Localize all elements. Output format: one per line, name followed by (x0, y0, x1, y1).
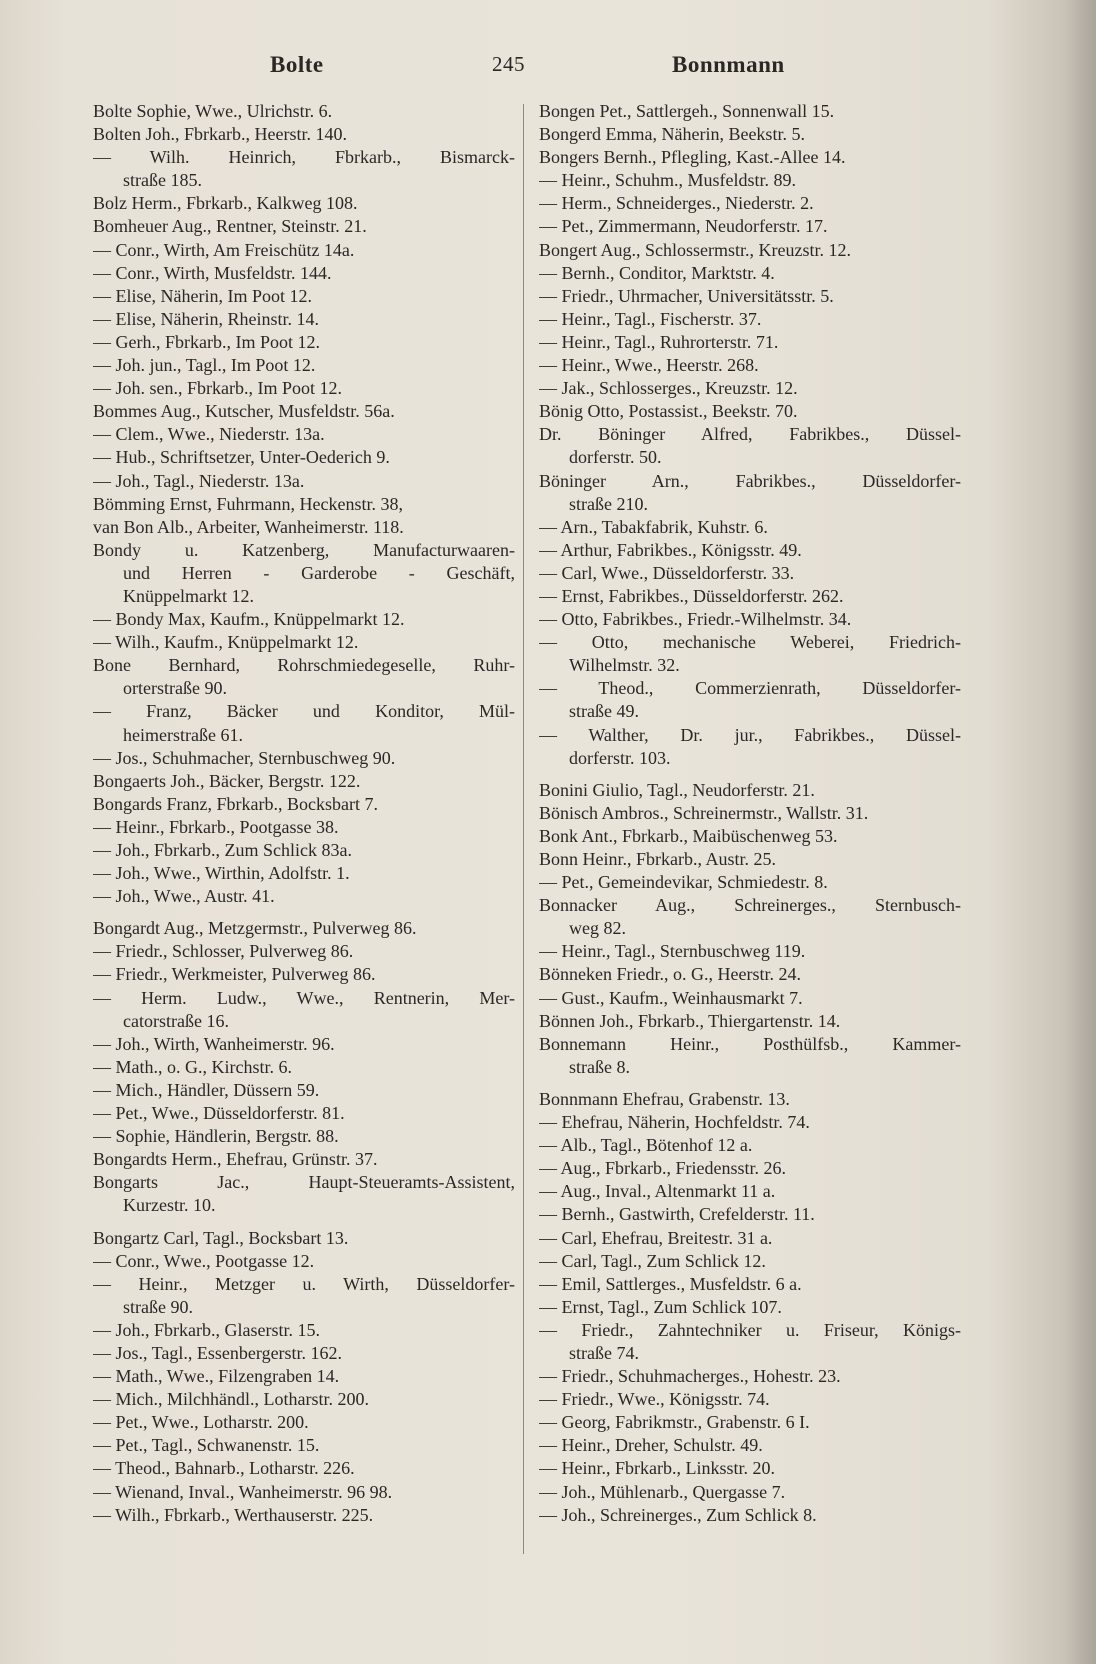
directory-entry: — Gerh., Fbrkarb., Im Poot 12. (93, 331, 320, 352)
directory-entry: — Heinr., Schuhm., Musfeldstr. 89. (539, 170, 796, 191)
directory-entry: Bongards Franz, Fbrkarb., Bocksbart 7. (93, 793, 378, 814)
directory-entry: Bongaerts Joh., Bäcker, Bergstr. 122. (93, 770, 361, 791)
directory-entry: — Joh., Fbrkarb., Zum Schlick 83a. (93, 840, 352, 860)
directory-entry: van Bon Alb., Arbeiter, Wanheimerstr. 118. (93, 516, 404, 537)
directory-entry: — Jos., Schuhmacher, Sternbuschweg 90. (93, 747, 396, 768)
directory-entry: — Joh., Wwe., Wirthin, Adolfstr. 1. (93, 863, 350, 884)
directory-entry: — Joh., Wwe., Austr. 41. (93, 886, 275, 907)
directory-entry: — Wienand, Inval., Wanheimerstr. 96 98. (93, 1481, 393, 1502)
directory-entry: — Math., Wwe., Filzengraben 14. (93, 1366, 340, 1387)
right-column-entries (539, 100, 961, 1527)
directory-entry: — Clem., Wwe., Niederstr. 13a. (93, 424, 325, 445)
directory-entry: Bonnacker Aug., Schreinerges., Sternbusch- (539, 895, 961, 916)
directory-entry-continuation: Knüppelmarkt 12. (123, 585, 254, 606)
directory-entry-continuation: catorstraße 16. (123, 1010, 229, 1031)
directory-entry: — Pet., Gemeindevikar, Schmiedestr. 8. (539, 872, 828, 893)
directory-entry: Bongert Aug., Schlossermstr., Kreuzstr. 12. (539, 239, 851, 260)
directory-entry: Dr. Böninger Alfred, Fabrikbes., Düssel- (539, 424, 961, 445)
directory-entry: — Franz, Bäcker und Konditor, Mül- (93, 701, 515, 722)
directory-entry: Bömming Ernst, Fuhrmann, Heckenstr. 38, (93, 493, 403, 514)
directory-entry: — Pet., Wwe., Lotharstr. 200. (93, 1412, 309, 1433)
directory-entry: — Friedr., Schuhmacherges., Hohestr. 23. (539, 1366, 841, 1387)
directory-entry: — Wilh. Heinrich, Fbrkarb., Bismarck- (93, 147, 515, 168)
directory-entry: — Bernh., Conditor, Marktstr. 4. (539, 262, 775, 283)
directory-entry: Bönnen Joh., Fbrkarb., Thiergartenstr. 14. (539, 1010, 841, 1031)
directory-entry: — Joh., Wirth, Wanheimerstr. 96. (93, 1033, 335, 1054)
directory-entry: — Georg, Fabrikmstr., Grabenstr. 6 I. (539, 1412, 810, 1433)
directory-entry: — Joh. sen., Fbrkarb., Im Poot 12. (93, 378, 342, 399)
directory-entry: Bönneken Friedr., o. G., Heerstr. 24. (539, 964, 801, 985)
directory-entry: — Ehefrau, Näherin, Hochfeldstr. 74. (539, 1112, 810, 1133)
directory-entry-continuation: straße 185. (123, 170, 202, 191)
directory-entry: Bone Bernhard, Rohrschmiedegeselle, Ruhr- (93, 655, 515, 676)
directory-entry: Bondy u. Katzenberg, Manufacturwaaren- (93, 539, 515, 560)
directory-entry: — Heinr., Tagl., Sternbuschweg 119. (539, 941, 806, 962)
directory-entry: — Joh., Fbrkarb., Glaserstr. 15. (93, 1319, 320, 1340)
directory-entry: Bonnemann Heinr., Posthülfsb., Kammer- (539, 1033, 961, 1054)
directory-entry: Bolz Herm., Fbrkarb., Kalkweg 108. (93, 193, 358, 214)
directory-entry: — Pet., Wwe., Düsseldorferstr. 81. (93, 1103, 345, 1124)
running-header (0, 52, 1096, 88)
directory-entry: — Carl, Ehefrau, Breitestr. 31 a. (539, 1227, 773, 1248)
directory-entry: — Mich., Händler, Düssern 59. (93, 1079, 320, 1100)
directory-entry: — Wilh., Kaufm., Knüppelmarkt 12. (93, 632, 359, 653)
directory-entry-continuation: straße 90. (123, 1296, 193, 1317)
directory-entry: Böninger Arn., Fabrikbes., Düsseldorfer- (539, 470, 961, 491)
directory-entry: — Heinr., Tagl., Ruhrorterstr. 71. (539, 331, 779, 352)
page-number: 245 (492, 52, 525, 76)
directory-entry: — Math., o. G., Kirchstr. 6. (93, 1056, 292, 1077)
directory-entry: Bongen Pet., Sattlergeh., Sonnenwall 15. (539, 101, 835, 121)
directory-entry: — Bernh., Gastwirth, Crefelderstr. 11. (539, 1204, 815, 1225)
directory-entry: Bongardts Herm., Ehefrau, Grünstr. 37. (93, 1149, 378, 1170)
directory-entry: — Theod., Commerzienrath, Düsseldorfer- (539, 678, 961, 699)
directory-entry: Bongarts Jac., Haupt-Steueramts-Assistent, (93, 1172, 515, 1193)
directory-entry: — Arthur, Fabrikbes., Königsstr. 49. (539, 539, 802, 560)
directory-entry: — Heinr., Fbrkarb., Pootgasse 38. (93, 816, 339, 837)
directory-entry-continuation: und Herren - Garderobe - Geschäft, (123, 562, 515, 583)
directory-entry: Bomheuer Aug., Rentner, Steinstr. 21. (93, 216, 367, 237)
directory-entry: Bongerd Emma, Näherin, Beekstr. 5. (539, 124, 805, 145)
directory-entry: — Joh., Mühlenarb., Quergasse 7. (539, 1481, 786, 1502)
directory-entry: — Heinr., Fbrkarb., Linksstr. 20. (539, 1458, 775, 1479)
directory-entry: — Heinr., Wwe., Heerstr. 268. (539, 355, 759, 376)
directory-entry: Bommes Aug., Kutscher, Musfeldstr. 56a. (93, 401, 395, 422)
directory-entry: — Jak., Schlosserges., Kreuzstr. 12. (539, 378, 798, 399)
directory-entry: — Joh. jun., Tagl., Im Poot 12. (93, 355, 316, 376)
directory-entry: Bonk Ant., Fbrkarb., Maibüschenweg 53. (539, 825, 838, 846)
directory-entry: — Friedr., Wwe., Königsstr. 74. (539, 1389, 770, 1410)
directory-entry: Bongers Bernh., Pflegling, Kast.-Allee 14. (539, 147, 846, 168)
directory-entry-continuation: straße 8. (569, 1056, 630, 1077)
directory-entry: — Alb., Tagl., Bötenhof 12 a. (539, 1135, 753, 1156)
directory-entry: — Sophie, Händlerin, Bergstr. 88. (93, 1126, 339, 1147)
directory-entry-continuation: orterstraße 90. (123, 678, 227, 699)
directory-entry: Bongartz Carl, Tagl., Bocksbart 13. (93, 1227, 349, 1248)
directory-entry: — Wilh., Fbrkarb., Werthauserstr. 225. (93, 1504, 374, 1525)
directory-entry: — Heinr., Dreher, Schulstr. 49. (539, 1435, 763, 1456)
directory-entry: — Carl, Tagl., Zum Schlick 12. (539, 1250, 766, 1271)
directory-entry: — Gust., Kaufm., Weinhausmarkt 7. (539, 987, 803, 1008)
directory-entry: — Friedr., Zahntechniker u. Friseur, Königs- (539, 1319, 961, 1340)
directory-entry: Bolten Joh., Fbrkarb., Heerstr. 140. (93, 124, 347, 145)
directory-entry: — Carl, Wwe., Düsseldorferstr. 33. (539, 562, 795, 583)
directory-entry: — Pet., Tagl., Schwanenstr. 15. (93, 1435, 320, 1456)
directory-entry: — Aug., Inval., Altenmarkt 11 a. (539, 1181, 776, 1202)
directory-entry: Bönig Otto, Postassist., Beekstr. 70. (539, 401, 798, 422)
directory-entry-continuation: weg 82. (569, 918, 626, 939)
directory-entry: Bonn Heinr., Fbrkarb., Austr. 25. (539, 849, 776, 869)
directory-entry: — Conr., Wirth, Am Freischütz 14a. (93, 239, 355, 260)
directory-entry: — Herm., Schneiderges., Niederstr. 2. (539, 193, 814, 214)
directory-entry: Bonnmann Ehefrau, Grabenstr. 13. (539, 1088, 790, 1109)
directory-entry: — Conr., Wwe., Pootgasse 12. (93, 1250, 315, 1271)
directory-entry: — Bondy Max, Kaufm., Knüppelmarkt 12. (93, 609, 405, 630)
directory-entry: — Otto, mechanische Weberei, Friedrich- (539, 632, 961, 653)
directory-entry-continuation: Kurzestr. 10. (123, 1195, 216, 1216)
directory-entry: — Elise, Näherin, Im Poot 12. (93, 285, 312, 306)
directory-entry: — Herm. Ludw., Wwe., Rentnerin, Mer- (93, 987, 515, 1008)
directory-entry: — Jos., Tagl., Essenbergerstr. 162. (93, 1342, 343, 1363)
directory-entry: Bolte Sophie, Wwe., Ulrichstr. 6. (93, 101, 333, 121)
directory-entry: — Ernst, Fabrikbes., Düsseldorferstr. 262. (539, 585, 844, 606)
column-divider (523, 104, 524, 1554)
directory-entry: — Friedr., Werkmeister, Pulverweg 86. (93, 964, 376, 985)
directory-entry-continuation: straße 49. (569, 701, 639, 722)
directory-entry: Bonini Giulio, Tagl., Neudorferstr. 21. (539, 779, 815, 800)
directory-entry: — Joh., Tagl., Niederstr. 13a. (93, 470, 305, 491)
directory-entry: Bönisch Ambros., Schreinermstr., Wallstr. 31. (539, 802, 869, 823)
directory-entry: — Otto, Fabrikbes., Friedr.-Wilhelmstr. 34. (539, 609, 852, 630)
directory-entry: — Pet., Zimmermann, Neudorferstr. 17. (539, 216, 828, 237)
directory-entry: — Aug., Fbrkarb., Friedensstr. 26. (539, 1158, 786, 1179)
directory-entry: — Heinr., Metzger u. Wirth, Düsseldorfer- (93, 1273, 515, 1294)
directory-entry: — Walther, Dr. jur., Fabrikbes., Düssel- (539, 724, 961, 745)
header-right-keyword: Bonnmann (672, 52, 785, 77)
directory-entry-continuation: straße 74. (569, 1342, 639, 1363)
directory-entry-continuation: Wilhelmstr. 32. (569, 655, 680, 676)
directory-entry: — Joh., Schreinerges., Zum Schlick 8. (539, 1504, 817, 1525)
directory-entry: — Ernst, Tagl., Zum Schlick 107. (539, 1296, 782, 1317)
directory-entry: — Mich., Milchhändl., Lotharstr. 200. (93, 1389, 369, 1410)
directory-entry: — Elise, Näherin, Rheinstr. 14. (93, 308, 319, 329)
header-left-keyword: Bolte (270, 52, 324, 77)
directory-entry: — Emil, Sattlerges., Musfeldstr. 6 a. (539, 1273, 802, 1294)
directory-entry: — Hub., Schriftsetzer, Unter-Oederich 9. (93, 447, 390, 468)
directory-entry: — Arn., Tabakfabrik, Kuhstr. 6. (539, 516, 768, 537)
directory-entry: — Heinr., Tagl., Fischerstr. 37. (539, 308, 762, 329)
directory-entry-continuation: straße 210. (569, 493, 648, 514)
left-column-entries (93, 100, 515, 1527)
directory-entry-continuation: dorferstr. 103. (569, 747, 671, 768)
directory-entry-continuation: heimerstraße 61. (123, 724, 243, 745)
directory-entry: — Theod., Bahnarb., Lotharstr. 226. (93, 1458, 355, 1479)
directory-entry: — Friedr., Uhrmacher, Universitätsstr. 5. (539, 285, 834, 306)
directory-entry: Bongardt Aug., Metzgermstr., Pulverweg 86. (93, 918, 417, 939)
directory-entry-continuation: dorferstr. 50. (569, 447, 662, 468)
directory-entry: — Friedr., Schlosser, Pulverweg 86. (93, 941, 354, 962)
directory-entry: — Conr., Wirth, Musfeldstr. 144. (93, 262, 332, 283)
